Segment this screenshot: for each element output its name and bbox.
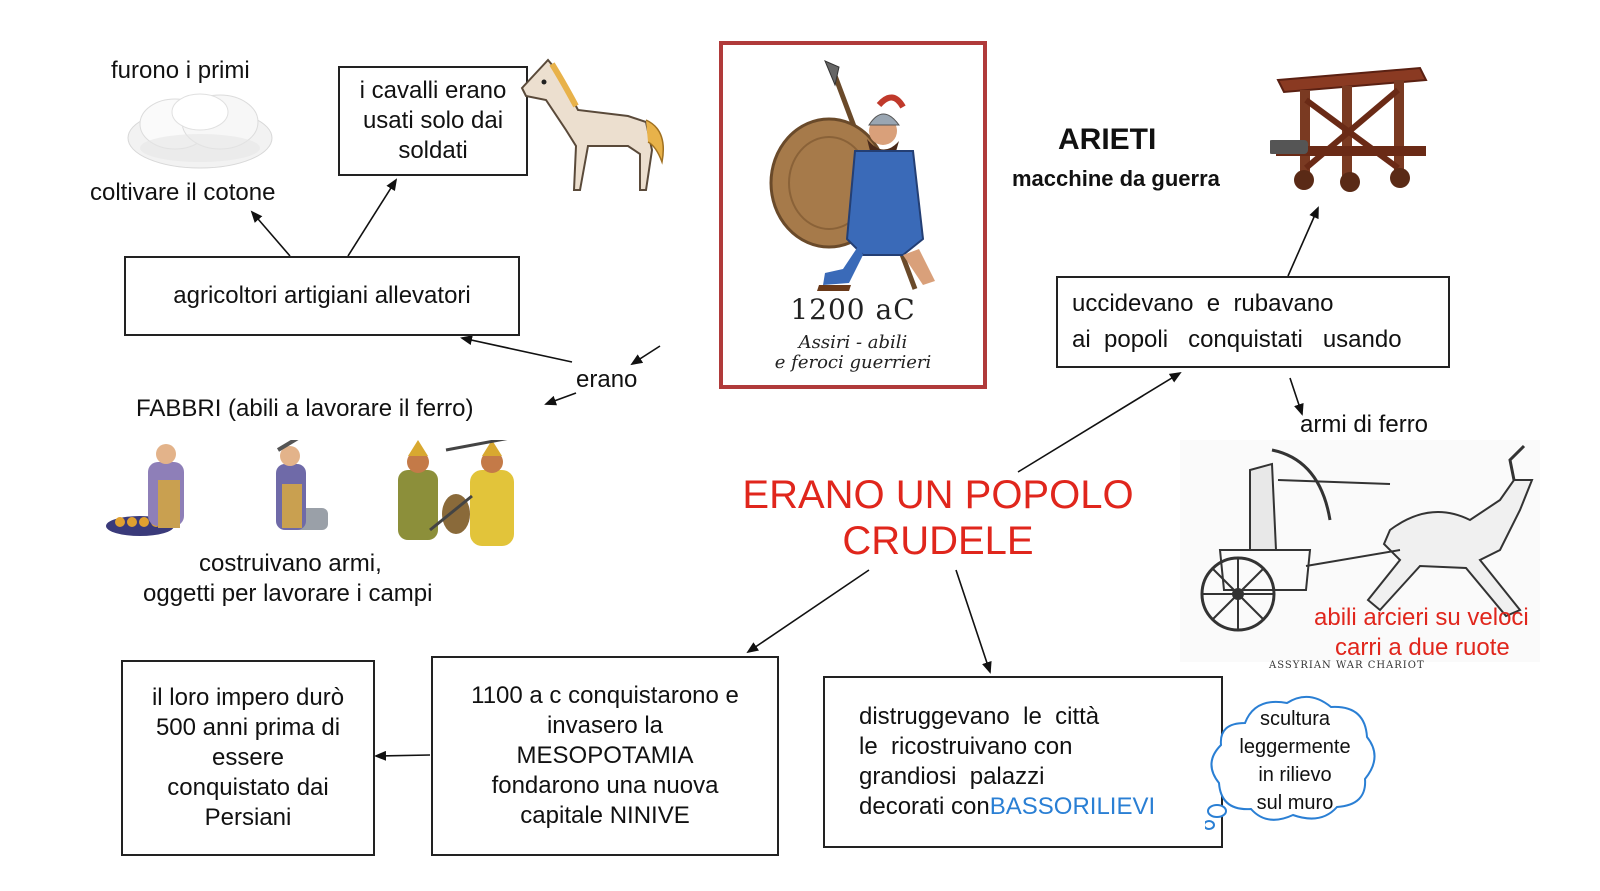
conquest-box: 1100 a c conquistarono e invasero la MESOPOTAMIA fondarono una nuova capitale NINIVE	[431, 656, 779, 856]
smiths-title: FABBRI (abili a lavorare il ferro)	[136, 395, 474, 422]
destroy-line4	[859, 792, 1155, 822]
horses-box: i cavalli erano usati solo dai soldati	[338, 66, 528, 176]
poster-caption: Assiri - abili e feroci guerrieri	[774, 332, 932, 373]
arrow-center-to-destroy	[956, 570, 990, 672]
arrow-to-cotton	[252, 212, 290, 256]
smiths-illustration	[100, 440, 540, 560]
archers-line2: carri a due ruote	[1335, 634, 1510, 661]
center-title-line1: ERANO UN POPOLO	[742, 473, 1134, 517]
kill-box	[1056, 276, 1450, 368]
arrow-erano-to-smiths	[546, 393, 576, 404]
arrow-kill-to-iron	[1290, 378, 1302, 414]
assyrian-warrior-poster	[719, 41, 987, 389]
destroy-line1: distruggevano le città	[859, 703, 1100, 730]
archers-line1: abili arcieri su veloci	[1314, 604, 1529, 631]
destroy-line4-prefix: decorati con	[859, 793, 990, 820]
kill-box-line2: ai popoli conquistati usando	[1072, 326, 1402, 353]
empire-box: il loro impero durò 500 anni prima di essere conquistato dai Persiani	[121, 660, 375, 856]
poster-year: 1200 aC	[790, 293, 916, 326]
destroy-line2: le ricostruivano con	[859, 733, 1073, 760]
cotton-top-label: furono i primi	[111, 57, 250, 84]
arrow-to-horses	[348, 180, 396, 256]
smiths-desc-line2: oggetti per lavorare i campi	[143, 580, 433, 607]
center-title-line2: CRUDELE	[842, 519, 1034, 563]
arrow-erano-from-poster	[632, 346, 660, 364]
destroy-box	[823, 676, 1223, 848]
rams-title: ARIETI	[1058, 123, 1157, 156]
farmers-box: agricoltori artigiani allevatori	[124, 256, 520, 336]
arrow-center-to-conquest	[748, 570, 869, 652]
arrow-kill-to-rams	[1288, 208, 1318, 276]
battering-ram-image	[1270, 50, 1430, 200]
cotton-bottom-label: coltivare il cotone	[90, 179, 276, 206]
cloud-text: scultura leggermente in rilievo sul muro	[1239, 708, 1351, 814]
arrow-erano-to-farmers	[462, 338, 572, 362]
chariot-plate-caption: ASSYRIAN WAR CHARIOT	[1269, 660, 1425, 671]
erano-label: erano	[576, 366, 638, 393]
bassorilievi-highlight: BASSORILIEVI	[989, 793, 1156, 820]
arrow-center-to-kill	[1018, 373, 1180, 472]
cotton-image	[120, 86, 280, 176]
horse-icon	[518, 50, 668, 210]
kill-box-line1: uccidevano e rubavano	[1072, 290, 1334, 317]
rams-subtitle: macchine da guerra	[1012, 166, 1220, 191]
destroy-line3: grandiosi palazzi	[859, 763, 1045, 790]
iron-weapons-label: armi di ferro	[1300, 411, 1429, 438]
arrow-conquest-to-empire	[376, 755, 430, 756]
kneeling-warrior-image	[763, 59, 953, 293]
smiths-desc-line1: costruivano armi,	[199, 550, 382, 577]
